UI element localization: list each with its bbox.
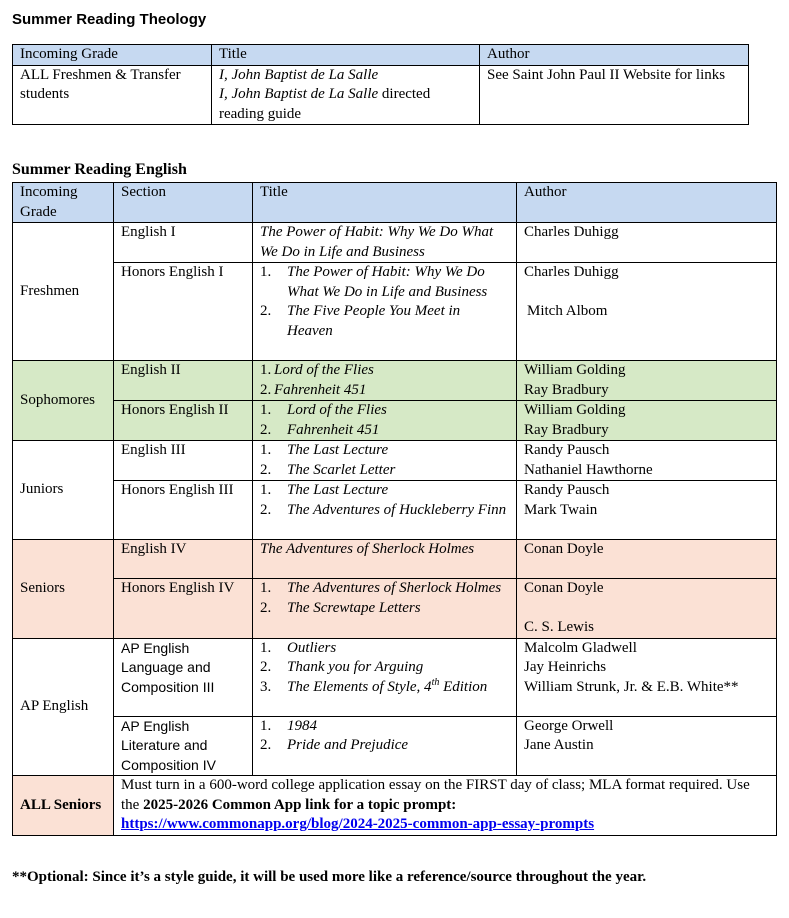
- book-author: Nathaniel Hawthorne: [524, 461, 653, 478]
- book-author: William Strunk, Jr. & E.B. White**: [524, 678, 739, 695]
- essay-requirement: [114, 776, 777, 836]
- table-row: [13, 361, 777, 401]
- section-name: Honors English III: [114, 481, 253, 540]
- table-row: [13, 223, 777, 263]
- english-table: [12, 182, 777, 836]
- book-title: The Elements of Style, 4th Edition: [287, 676, 488, 695]
- table-row: [13, 401, 777, 441]
- section-name: English IV: [114, 540, 253, 579]
- table-row: [13, 579, 777, 639]
- book-title: The Screwtape Letters: [287, 599, 421, 616]
- book-author: Randy Pausch: [524, 442, 610, 458]
- book-author: Mark Twain: [524, 501, 598, 518]
- common-app-link[interactable]: https://www.commonapp.org/blog/2024-2025-common-app-essay-prompts: [121, 816, 595, 832]
- grade-all-seniors: ALL Seniors: [13, 776, 114, 836]
- book-author: Mitch Albom: [527, 303, 608, 319]
- section-name: English I: [114, 223, 253, 263]
- table-row: [13, 638, 777, 716]
- book-title: 1984: [287, 717, 317, 734]
- essay-text-bold: 2025-2026 Common App link for a topic prompt:: [143, 796, 457, 813]
- book-authors: [517, 263, 777, 361]
- grade-sophomores: Sophomores: [13, 361, 114, 441]
- book-authors: [517, 401, 777, 441]
- section-name: Honors English I: [114, 263, 253, 361]
- book-author: William Golding: [524, 402, 626, 418]
- book-author: Charles Duhigg: [524, 264, 619, 280]
- section-name: English II: [114, 361, 253, 401]
- table-row: [13, 540, 777, 579]
- book-authors: [517, 481, 777, 540]
- section-name: Honors English IV: [114, 579, 253, 639]
- grade-freshmen: Freshmen: [13, 223, 114, 361]
- book-title: Fahrenheit 451: [287, 421, 380, 438]
- book-author: Ray Bradbury: [524, 421, 609, 438]
- book-title: The Last Lecture: [287, 442, 389, 458]
- theology-guide-title: I, John Baptist de La Salle directed reading guide: [219, 86, 431, 122]
- book-title: Outliers: [287, 639, 337, 656]
- book-title: Lord of the Flies: [287, 402, 387, 418]
- book-author: Conan Doyle: [524, 580, 604, 596]
- book-author: Charles Duhigg: [517, 223, 777, 263]
- book-authors: [517, 579, 777, 639]
- section-name: English III: [114, 441, 253, 481]
- book-author: Conan Doyle: [517, 540, 777, 579]
- english-heading: Summer Reading English: [12, 161, 187, 178]
- book-author: Jane Austin: [524, 737, 594, 753]
- book-title: The Adventures of Sherlock Holmes: [287, 580, 502, 596]
- book-titles: 1. Lord of the Flies 2. Fahrenheit 451: [253, 401, 517, 441]
- book-authors: [517, 441, 777, 481]
- book-title: The Adventures of Sherlock Holmes: [253, 540, 517, 579]
- grade-seniors: Seniors: [13, 540, 114, 639]
- book-author: Malcolm Gladwell: [524, 639, 637, 656]
- table-row: [13, 481, 777, 540]
- table-row: [13, 716, 777, 776]
- book-title: The Adventures of Huckleberry Finn: [287, 501, 507, 518]
- book-author: Randy Pausch: [524, 482, 610, 498]
- book-authors: [517, 361, 777, 401]
- book-title: Fahrenheit 451: [274, 381, 367, 398]
- table-row: [13, 441, 777, 481]
- col-header-author: Author: [517, 183, 777, 223]
- col-header-section: Section: [114, 183, 253, 223]
- book-author: Jay Heinrichs: [524, 659, 607, 675]
- section-name: AP English Language and Composition III: [114, 638, 253, 716]
- book-title: Lord of the Flies: [274, 362, 374, 378]
- book-title: Thank you for Arguing: [287, 659, 424, 675]
- book-titles: 1. The Adventures of Sherlock Holmes 2. The Screwtape Letters: [253, 579, 517, 639]
- section-name: Honors English II: [114, 401, 253, 441]
- book-author: Ray Bradbury: [524, 381, 609, 398]
- book-title: The Power of Habit: Why We Do What We Do in Life and Business: [287, 264, 488, 300]
- table-row: [13, 776, 777, 836]
- book-author: William Golding: [524, 362, 626, 378]
- col-header-author: Author: [480, 45, 749, 66]
- book-title: The Power of Habit: Why We Do What We Do in Life and Business: [253, 223, 517, 263]
- book-author: C. S. Lewis: [524, 619, 595, 635]
- book-titles: 1. Lord of the Flies 2. Fahrenheit 451: [253, 361, 517, 401]
- book-author: George Orwell: [524, 717, 614, 734]
- book-titles: 1. 1984 2. Pride and Prejudice: [253, 716, 517, 776]
- theology-title: I, John Baptist de La Salle: [219, 66, 379, 83]
- theology-author: See Saint John Paul II Website for links: [480, 65, 749, 125]
- theology-grade: ALL Freshmen & Transfer students: [13, 65, 212, 125]
- book-title: The Five People You Meet in Heaven: [287, 303, 461, 339]
- book-authors: [517, 716, 777, 776]
- section-name: AP English Literature and Composition IV: [114, 716, 253, 776]
- book-title: The Scarlet Letter: [287, 461, 396, 478]
- book-title: Pride and Prejudice: [287, 737, 409, 753]
- theology-heading: Summer Reading Theology: [12, 11, 207, 28]
- grade-juniors: Juniors: [13, 441, 114, 540]
- book-title: The Last Lecture: [287, 482, 389, 498]
- footnote: **Optional: Since it’s a style guide, it will be used more like a reference/source throughout the year.: [12, 869, 647, 885]
- theology-table: [12, 44, 749, 125]
- book-titles: 1. The Last Lecture 2. The Scarlet Letter: [253, 441, 517, 481]
- table-row: [13, 263, 777, 361]
- col-header-title: Title: [212, 45, 480, 66]
- book-titles: 1. Outliers 2. Thank you for Arguing 3. The Elements of Style, 4th Edition: [253, 638, 517, 716]
- book-titles: 1. The Power of Habit: Why We Do What We Do in Life and Business 2. The Five People You Meet in Heaven: [253, 263, 517, 361]
- essay-text: Must turn in a 600-word college application essay on the FIRST day of class; MLA format required. Use the: [121, 777, 750, 813]
- book-authors: [517, 638, 777, 716]
- col-header-grade: Incoming Grade: [13, 45, 212, 66]
- grade-ap-english: AP English: [13, 638, 114, 776]
- book-titles: 1. The Last Lecture 2. The Adventures of Huckleberry Finn: [253, 481, 517, 540]
- col-header-title: Title: [253, 183, 517, 223]
- col-header-grade: Incoming Grade: [13, 183, 114, 223]
- theology-titles: [212, 65, 480, 125]
